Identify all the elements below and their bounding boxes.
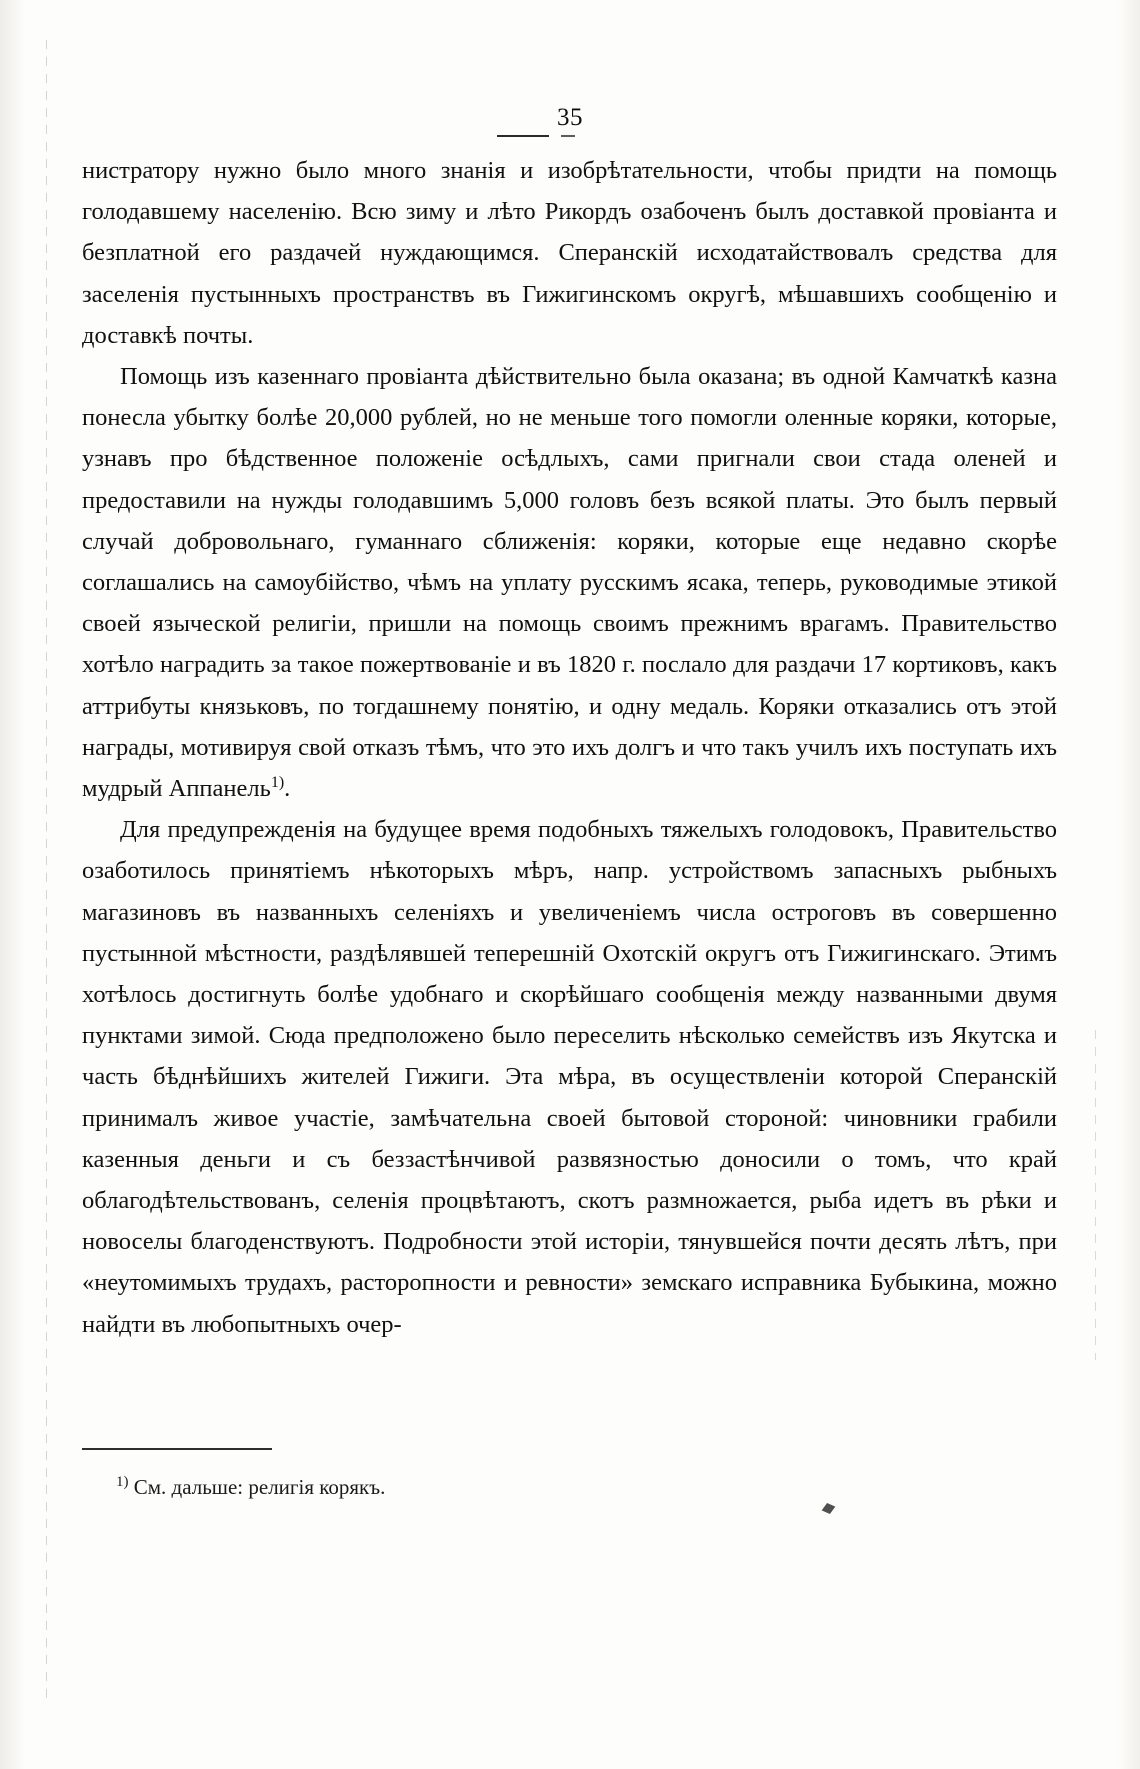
paragraph-1: нистратору нужно было много знанія и изобрѣтательности, чтобы придти на помощь голодавшему населенію. Всю зиму и лѣто Рикордъ озабоченъ былъ доставкой провіанта и безплатной его раздачей нуждающимся. Сперанскій исходатайствовалъ средства для заселенія пустынныхъ пространствъ въ Гижигинскомъ округѣ, мѣшавшихъ сообщенію и доставкѣ почты.	[82, 157, 1057, 349]
page-number-block	[0, 104, 1140, 132]
footnote-separator-rule	[82, 1448, 272, 1450]
footnote-text: См. дальше: религія корякъ.	[133, 1475, 386, 1499]
footnote	[116, 1472, 916, 1502]
paragraph-2: Помощь изъ казеннаго провіанта дѣйствительно была оказана; въ одной Камчаткѣ казна понесла убытку болѣе 20,000 рублей, но не меньше того помогли оленные коряки, которые, узнавъ про бѣдственное положеніе осѣдлыхъ, сами пригнали свои стада оленей и предоставили на нужды голодавшимъ 5,000 головъ безъ всякой платы. Это былъ первый случай добровольнаго, гуманнаго сближенія: коряки, которые еще недавно скорѣе соглашались на самоубійство, чѣмъ на уплату русскимъ ясака, теперь, руководимые этикой своей языческой религіи, пришли на помощь своимъ прежнимъ врагамъ. Правительство хотѣло наградить за такое пожертвованіе и въ 1820 г. послало для раздачи 17 кортиковъ, какъ аттрибуты князьковъ, по тогдашнему понятію, и одну медаль. Коряки отказались отъ этой награды, мотивируя свой отказъ тѣмъ, что это ихъ долгъ и что такъ училъ ихъ поступать ихъ мудрый Аппанель$^{1)}$.	[82, 363, 1057, 803]
footnote-marker: 1)	[116, 1474, 129, 1490]
paragraph-3: Для предупрежденія на будущее время подобныхъ тяжелыхъ голодовокъ, Правительство озаботилось принятіемъ нѣкоторыхъ мѣръ, напр. устройствомъ запасныхъ рыбныхъ магазиновъ въ названныхъ селеніяхъ и увеличеніемъ числа остроговъ въ совершенно пустынной мѣстности, раздѣлявшей теперешній Охотскій округъ отъ Гижигинскаго. Этимъ хотѣлось достигнуть болѣе удобнаго и скорѣйшаго сообщенія между названными двумя пунктами зимой. Сюда предположено было переселить нѣсколько семействъ изъ Якутска и часть бѣднѣйшихъ жителей Гижиги. Эта мѣра, въ осуществленіи которой Сперанскій принималъ живое участіе, замѣчательна своей бытовой стороной: чиновники грабили казенныя деньги и съ беззастѣнчивой развязностью доносили о томъ, что край облагодѣтельствованъ, селенія процвѣтаютъ, скотъ размножается, рыба идетъ въ рѣки и новоселы благоденствуютъ. Подробности этой исторіи, тянувшейся почти десять лѣтъ, при «неутомимыхъ трудахъ, расторопности и ревности» земскаго исправника Бубыкина, можно найдти въ любопытныхъ очер-	[82, 816, 1057, 1338]
folio-rule	[497, 135, 549, 137]
scan-edge-right	[1118, 0, 1140, 1769]
body-text	[82, 150, 1057, 1345]
margin-rule-left	[46, 40, 47, 1700]
scan-edge-left	[0, 0, 26, 1769]
footnote-reference-icon[interactable]: 1)	[270, 773, 285, 791]
folio-rule-dash	[561, 135, 575, 137]
page-number: 35	[557, 104, 583, 131]
margin-rule-right	[1095, 1030, 1096, 1360]
paragraph-2-text: Помощь изъ казеннаго провіанта дѣйствительно была оказана; въ одной Камчаткѣ казна понесла убытку болѣе 20,000 рублей, но не меньше того помогли оленные коряки, которые, узнавъ про бѣдственное положеніе осѣдлыхъ, сами пригнали свои стада оленей и предоставили на нужды голодавшимъ 5,000 головъ безъ всякой платы. Это былъ первый случай добровольнаго, гуманнаго сближенія: коряки, которые еще недавно скорѣе соглашались на самоубійство, чѣмъ на уплату русскимъ ясака, теперь, руководимые этикой своей языческой религіи, пришли на помощь своимъ прежнимъ врагамъ. Правительство хотѣло наградить за такое пожертвованіе и въ 1820 г. послало для раздачи 17 кортиковъ, какъ аттрибуты князьковъ, по тогдашнему понятію, и одну медаль. Коряки отказались отъ этой награды, мотивируя свой отказъ тѣмъ, что это ихъ долгъ и что такъ училъ ихъ поступать ихъ мудрый Аппанель	[82, 363, 1057, 803]
ink-speck	[822, 1503, 836, 1514]
